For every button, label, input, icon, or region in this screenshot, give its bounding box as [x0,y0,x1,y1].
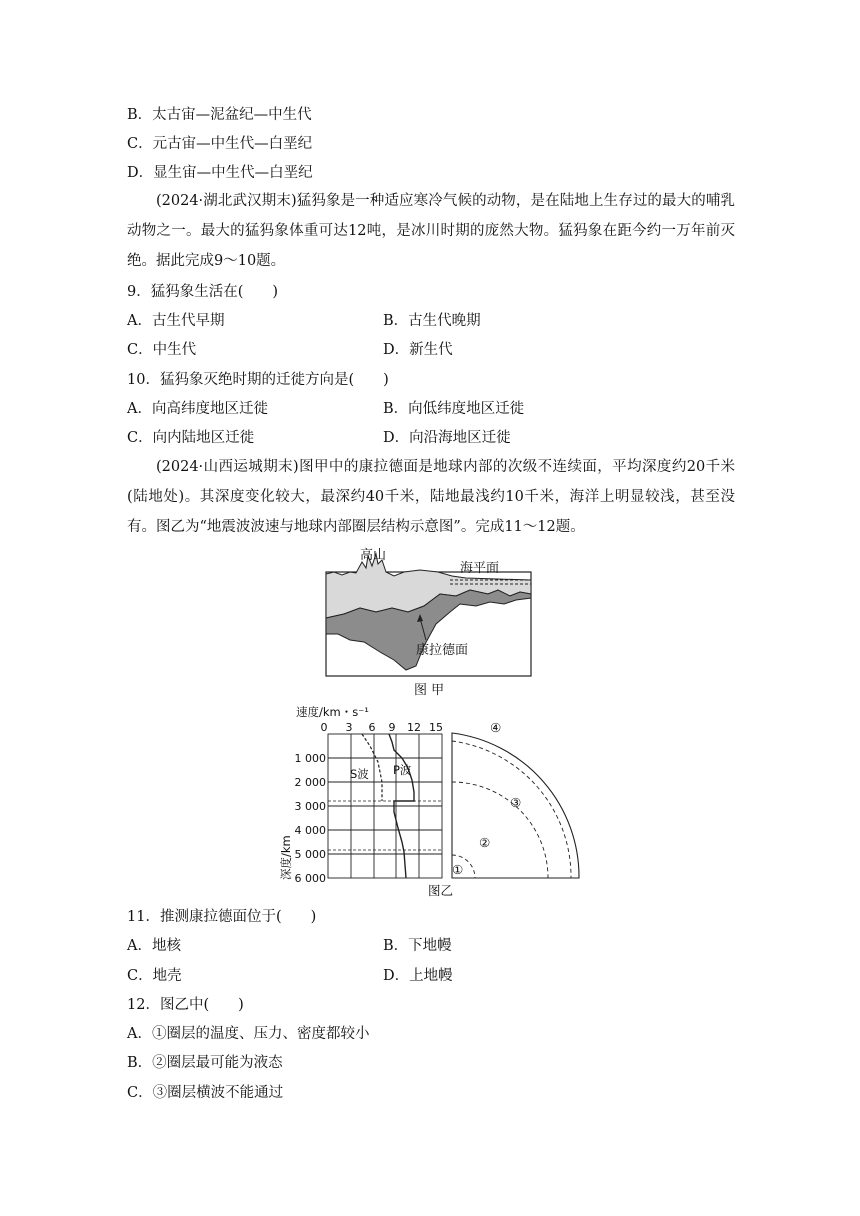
q10-option-c: C．向内陆地区迁徙 [127,430,255,446]
depth-tick-4000: 4 000 [294,824,326,837]
q11-option-d: D．上地幔 [383,968,453,984]
fig-jia-mountain-label: 高山 [360,548,387,563]
fig-yi-depth-label: 深度/km [279,835,293,880]
speed-tick-0: 0 [320,721,328,734]
q12-stem: 12．图乙中( ) [127,997,244,1013]
depth-tick-1000: 1 000 [294,752,326,765]
fig-yi-speed-label: 速度/km・s⁻¹ [296,705,369,719]
fig-yi-p-wave-label: P波 [393,763,412,777]
speed-tick-3: 3 [345,721,353,734]
q8-option-b: B．太古宙—泥盆纪—中生代 [127,107,312,123]
q8-option-d: D．显生宙—中生代—白垩纪 [127,165,313,181]
depth-tick-6000: 6 000 [294,872,326,885]
speed-tick-12: 12 [407,721,421,734]
passage-conrad: (2024·山西运城期末)图甲中的康拉德面是地球内部的次级不连续面，平均深度约20千米(陆地处)。其深度变化较大，最深约40千米，陆地最浅约10千米，海洋上明显较浅，甚至没有。图乙为“地震波波速与地球内部圈层结构示意图”。完成11～12题。 [127,459,735,535]
q8-option-c: C．元古宙—中生代—白垩纪 [127,136,313,152]
passage-mammoth: (2024·湖北武汉期末)猛犸象是一种适应寒冷气候的动物，是在陆地上生存过的最大的哺乳动物之一。最大的猛犸象体重可达12吨，是冰川时期的庞然大物。猛犸象在距今约一万年前灭绝。据此完成9～10题。 [127,193,735,269]
depth-tick-5000: 5 000 [294,848,326,861]
q10-stem: 10．猛犸象灭绝时期的迁徙方向是( ) [127,372,389,388]
fig-yi-layer-3: ③ [510,795,522,810]
fig-yi-layer-1: ① [452,862,464,877]
q12-option-b: B．②圈层最可能为液态 [127,1055,283,1071]
depth-tick-2000: 2 000 [294,776,326,789]
fig-yi-layer-4: ④ [490,720,502,735]
q11-stem: 11．推测康拉德面位于( ) [127,909,317,925]
fig-jia-sea-label: 海平面 [460,561,500,576]
depth-tick-3000: 3 000 [294,800,326,813]
fig-jia-caption: 图 甲 [414,683,445,698]
q12-option-a: A．①圈层的温度、压力、密度都较小 [127,1026,370,1042]
q9-stem: 9．猛犸象生活在( ) [127,284,279,300]
figure-yi [276,702,586,898]
speed-tick-9: 9 [388,721,396,734]
fig-jia-conrad-label: 康拉德面 [416,643,469,658]
q9-option-c: C．中生代 [127,342,197,358]
fig-yi-caption: 图乙 [428,883,454,898]
q12-option-c: C．③圈层横波不能通过 [127,1085,284,1101]
speed-tick-15: 15 [429,721,443,734]
q9-option-d: D．新生代 [383,342,453,358]
q10-option-a: A．向高纬度地区迁徙 [127,401,268,417]
q10-option-d: D．向沿海地区迁徙 [383,430,511,446]
q11-option-b: B．下地幔 [383,938,452,954]
fig-yi-speed-ticks [321,721,444,734]
fig-yi-s-wave-label: S波 [350,767,369,781]
figure-jia [320,542,540,702]
q11-option-a: A．地核 [127,938,181,954]
q10-option-b: B．向低纬度地区迁徙 [383,401,525,417]
speed-tick-6: 6 [368,721,376,734]
q9-option-b: B．古生代晚期 [383,313,481,329]
q11-option-c: C．地壳 [127,968,182,984]
q9-option-a: A．古生代早期 [127,313,225,329]
fig-yi-layer-2: ② [479,835,491,850]
